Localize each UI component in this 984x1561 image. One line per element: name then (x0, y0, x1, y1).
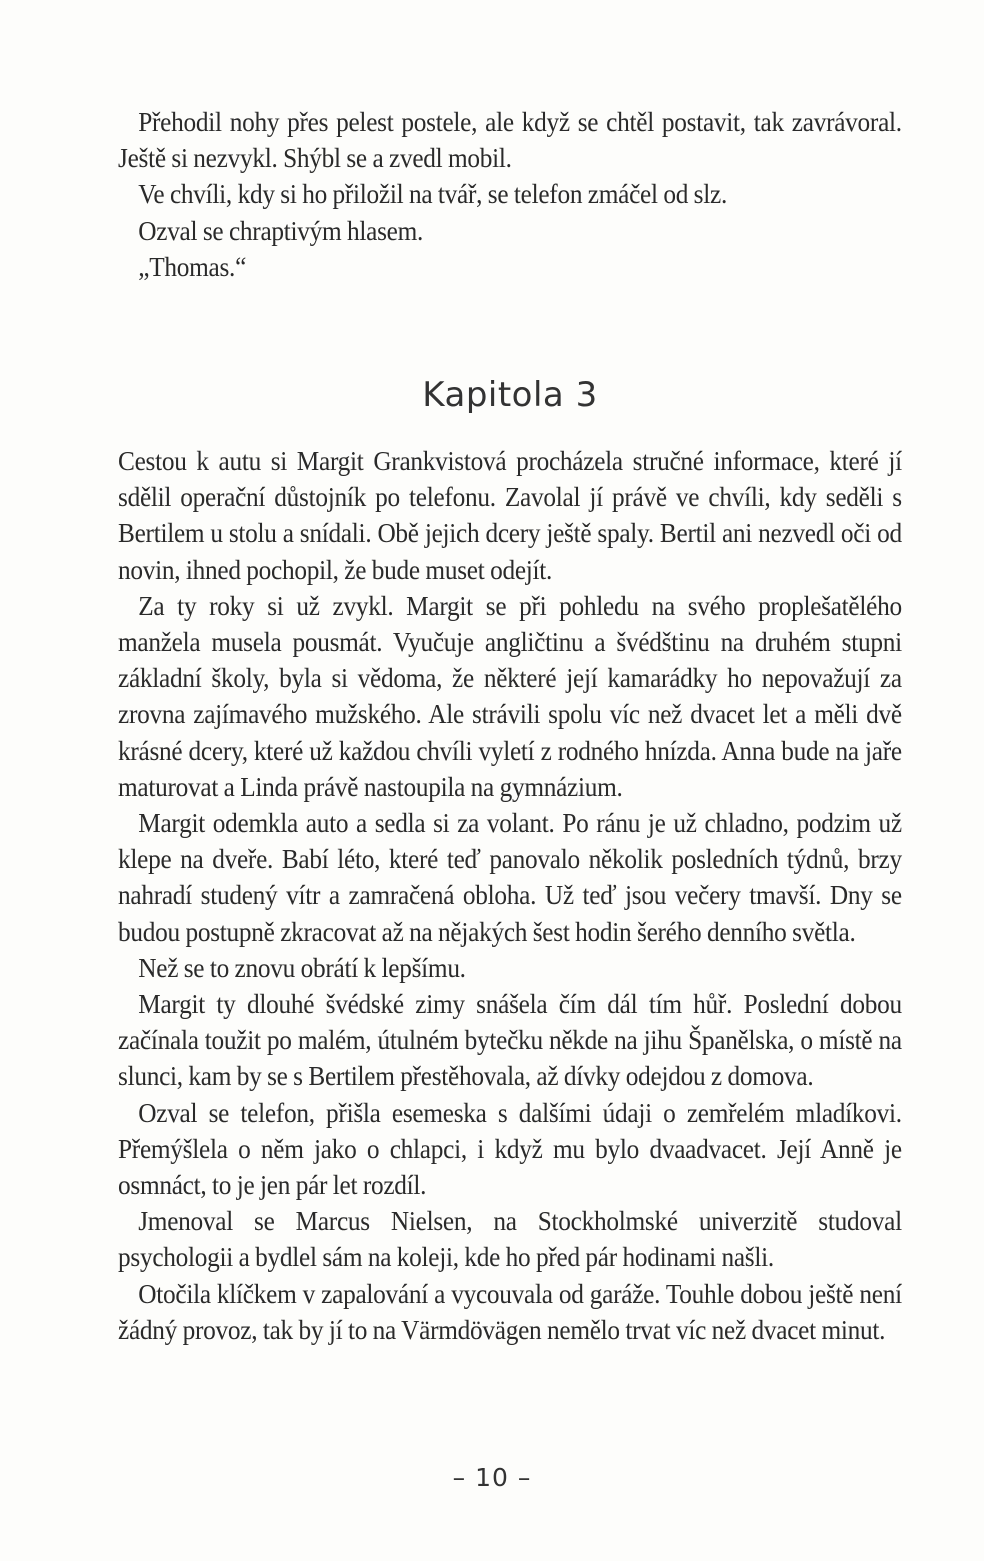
page-number: – 10 – (452, 1463, 532, 1492)
paragraph: „Thomas.“ (138, 250, 247, 282)
chapter-body (118, 443, 902, 1348)
paragraph: Otočila klíčkem v zapalování a vycouvala od garáže. Touhle dobou ještě není žádný provoz, tak by jí to na Värmdövägen nemělo trvat víc než dvacet minut. (118, 1277, 902, 1345)
paragraph: Než se to znovu obrátí k lepšímu. (138, 951, 466, 983)
previous-chapter-ending (118, 104, 902, 285)
paragraph: Přehodil nohy přes pelest postele, ale když se chtěl postavit, tak zavrávoral. Ještě si nezvykl. Shýbl se a zvedl mobil. (118, 106, 902, 174)
paragraph: Za ty roky si už zvykl. Margit se při pohledu na svého proplešatělého manžela musela pousmát. Vyučuje angličtinu a švédštinu na druhém stupni základní školy, byla si vědoma, že některé její kamarádky ho nepovažují za zrovna zajímavého mužského. Ale strávili spolu víc než dvacet let a měli dvě krásné dcery, které už každou chvíli vyletí z rodného hnízda. Anna bude na jaře maturovat a Linda právě nastoupila na gymnázium. (118, 589, 902, 802)
paragraph: Ozval se chraptivým hlasem. (138, 214, 424, 246)
chapter-heading-block (118, 375, 902, 415)
paragraph: Cestou k autu si Margit Grankvistová procházela stručné informace, které jí sdělil operační důstojník po telefonu. Zavolal jí právě ve chvíli, kdy seděli s Bertilem u stolu a snídali. Obě jejich dcery ještě spaly. Bertil ani nezvedl oči od novin, ihned pochopil, že bude muset odejít. (118, 445, 902, 585)
paragraph: Jmenoval se Marcus Nielsen, na Stockholmské univerzitě studoval psychologii a bydlel sám na koleji, kde ho před pár hodinami našli. (118, 1205, 902, 1273)
chapter-title: Kapitola 3 (422, 375, 598, 415)
paragraph: Margit odemkla auto a sedla si za volant. Po ránu je už chladno, podzim už klepe na dveře. Babí léto, které teď panovalo několik posledních týdnů, brzy nahradí studený vítr a zamračená obloha. Už teď jsou večery tmavší. Dny se budou postupně zkracovat až na nějakých šest hodin šerého denního světla. (118, 807, 902, 947)
paragraph: Margit ty dlouhé švédské zimy snášela čím dál tím hůř. Poslední dobou začínala toužit po malém, útulném bytečku někde na jihu Španělska, o místě na slunci, kam by se s Bertilem přestěhovala, až dívky odejdou z domova. (118, 988, 902, 1092)
paragraph: Ve chvíli, kdy si ho přiložil na tvář, se telefon zmáčel od slz. (138, 178, 728, 210)
paragraph: Ozval se telefon, přišla esemeska s dalšími údaji o zemřelém mladíkovi. Přemýšlela o něm jako o chlapci, i když mu bylo dvaadvacet. Její Anně je osmnáct, to je jen pár let rozdíl. (118, 1096, 902, 1201)
